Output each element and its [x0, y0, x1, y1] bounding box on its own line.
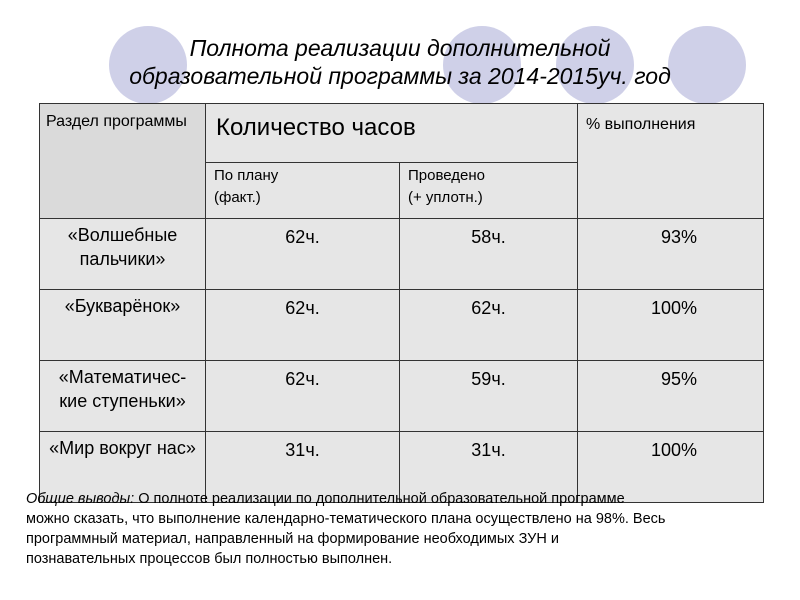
title-line: образовательной программы за 2014-2015уч. год — [129, 63, 671, 89]
header-hours: Количество часов — [206, 104, 578, 163]
conclusions-line: познавательных процессов был полностью выполнен. — [26, 551, 393, 567]
header-percent: % выполнения — [578, 104, 764, 219]
conclusions-line — [26, 489, 800, 509]
page-title — [40, 34, 760, 90]
row-percent: 100% — [578, 290, 764, 361]
row-plan: 62ч. — [206, 219, 400, 290]
conclusions-text — [26, 489, 800, 569]
row-name: «Букварёнок» — [40, 290, 206, 361]
row-percent: 95% — [578, 361, 764, 432]
row-done: 31ч. — [400, 432, 578, 503]
header-plan-line: (факт.) — [214, 188, 261, 206]
row-percent: 100% — [578, 432, 764, 503]
row-name: «Математичес-кие ступеньки» — [40, 361, 206, 432]
conclusions-line: можно сказать, что выполнение календарно-тематического плана осуществлено на 98%. Весь — [26, 511, 666, 527]
row-name: «Мир вокруг нас» — [40, 432, 206, 503]
table-row — [40, 361, 764, 432]
header-section: Раздел программы — [40, 104, 206, 219]
header-done — [400, 162, 578, 218]
row-plan: 31ч. — [206, 432, 400, 503]
header-done-line: (+ уплотн.) — [408, 188, 483, 206]
header-plan — [206, 162, 400, 218]
conclusions-lead: Общие выводы: — [26, 491, 135, 507]
row-percent: 93% — [578, 219, 764, 290]
row-done: 62ч. — [400, 290, 578, 361]
row-plan: 62ч. — [206, 361, 400, 432]
row-name: «Волшебные пальчики» — [40, 219, 206, 290]
title-line: Полнота реализации дополнительной — [189, 35, 611, 61]
table-row — [40, 290, 764, 361]
row-plan: 62ч. — [206, 290, 400, 361]
row-done: 58ч. — [400, 219, 578, 290]
row-done: 59ч. — [400, 361, 578, 432]
header-plan-line: По плану — [214, 166, 279, 184]
conclusions-line: программный материал, направленный на формирование необходимых ЗУН и — [26, 531, 559, 547]
program-table — [39, 103, 764, 503]
conclusions-line-text: О полноте реализации по дополнительной образовательной программе — [134, 491, 625, 507]
table-row — [40, 219, 764, 290]
header-done-line: Проведено — [408, 166, 485, 184]
